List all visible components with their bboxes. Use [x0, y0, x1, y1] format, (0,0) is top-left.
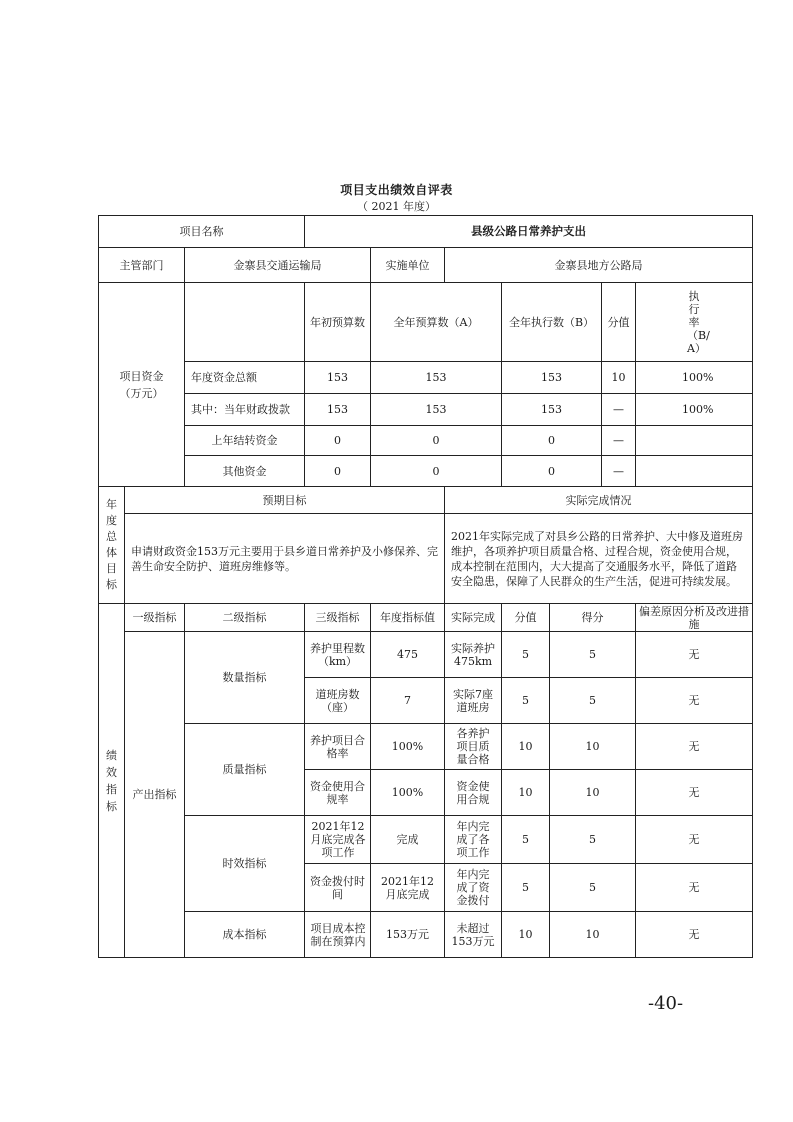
- perf-target: 153万元: [371, 912, 445, 958]
- perf-actual-text: 资金使用合规: [456, 779, 490, 806]
- funds-header-initial: 年初预算数: [305, 283, 371, 362]
- perf-actual-text: 各养护项目质量合格: [456, 727, 490, 766]
- funds-header-annual: 全年预算数（A）: [371, 283, 502, 362]
- perf-level3: [305, 724, 371, 770]
- perf-weight: 10: [502, 912, 550, 958]
- funds-row-annual: 0: [371, 426, 502, 456]
- perf-remark: 无: [636, 678, 753, 724]
- funds-row: [99, 456, 753, 487]
- perf-target-text: 2021年12月底完成: [381, 874, 435, 901]
- funds-row-initial: 0: [305, 456, 371, 487]
- perf-remark: 无: [636, 632, 753, 678]
- perf-remark: 无: [636, 864, 753, 912]
- impl-value: 金寨县地方公路局: [445, 248, 753, 283]
- perf-level3: [305, 770, 371, 816]
- perf-actual: [445, 770, 502, 816]
- perf-header-weight: 分值: [502, 604, 550, 632]
- perf-score: 5: [550, 678, 636, 724]
- perf-row: [99, 632, 753, 678]
- funds-header-blank: [185, 283, 305, 362]
- perf-score: 5: [550, 864, 636, 912]
- perf-row: [99, 816, 753, 864]
- department-row: [99, 248, 753, 283]
- perf-target: 完成: [371, 816, 445, 864]
- project-name-label: 项目名称: [99, 216, 305, 248]
- perf-remark: 无: [636, 724, 753, 770]
- project-name-value: 县级公路日常养护支出: [305, 216, 753, 248]
- perf-label-text: 绩效指标: [106, 748, 117, 813]
- funds-row-rate: [636, 362, 753, 394]
- funds-row: [99, 394, 753, 426]
- perf-actual: [445, 864, 502, 912]
- perf-level2: 数量指标: [185, 632, 305, 724]
- perf-level3: [305, 864, 371, 912]
- perf-weight: 5: [502, 816, 550, 864]
- goals-content-row: [99, 514, 753, 604]
- funds-row-executed: 0: [502, 426, 602, 456]
- perf-score: 10: [550, 770, 636, 816]
- perf-weight: 5: [502, 864, 550, 912]
- perf-target: 100%: [371, 724, 445, 770]
- funds-row-initial: 153: [305, 394, 371, 426]
- table-title: 项目支出绩效自评表: [340, 183, 453, 197]
- funds-header-executed: 全年执行数（B）: [502, 283, 602, 362]
- funds-row-weight: —: [602, 394, 636, 426]
- perf-score: 10: [550, 912, 636, 958]
- funds-row-annual: 153: [371, 394, 502, 426]
- perf-remark: 无: [636, 816, 753, 864]
- funds-row-rate: [636, 426, 753, 456]
- funds-row-label: 年度资金总额: [185, 362, 305, 394]
- funds-row-annual: 153: [371, 362, 502, 394]
- perf-score: 5: [550, 816, 636, 864]
- funds-header-rate: [636, 283, 753, 362]
- funds-row-label: 上年结转资金: [185, 426, 305, 456]
- page-number: -40-: [648, 993, 684, 1014]
- funds-row-rate: [636, 456, 753, 487]
- funds-row-label: 其他资金: [185, 456, 305, 487]
- perf-level3-text: 资金拨付时间: [310, 874, 366, 901]
- perf-actual-text: 未超过153万元: [451, 921, 495, 948]
- funds-row-initial: 0: [305, 426, 371, 456]
- perf-actual-text: 实际7座道班房: [453, 687, 494, 714]
- perf-weight: 5: [502, 632, 550, 678]
- funds-row: [99, 362, 753, 394]
- perf-weight: 10: [502, 724, 550, 770]
- perf-header-level1: 一级指标: [125, 604, 185, 632]
- perf-actual-text: 年内完成了资金拨付: [456, 868, 490, 907]
- perf-header-score: 得分: [550, 604, 636, 632]
- perf-score: 10: [550, 724, 636, 770]
- perf-target: 475: [371, 632, 445, 678]
- perf-target: 7: [371, 678, 445, 724]
- perf-level3: [305, 632, 371, 678]
- self-evaluation-table: [98, 215, 753, 958]
- goals-label-text: 年度总体目标: [106, 498, 117, 591]
- perf-header-target: 年度指标值: [371, 604, 445, 632]
- perf-header-actual-text: 实际完成: [451, 611, 496, 624]
- perf-header-actual: [445, 604, 502, 632]
- funds-header-row: [99, 283, 753, 362]
- funds-row-weight: —: [602, 456, 636, 487]
- funds-row-executed: 153: [502, 394, 602, 426]
- perf-level3-text: 项目成本控制在预算内: [310, 921, 366, 948]
- perf-level3-text: 道班房数（座）: [315, 687, 360, 714]
- perf-actual: [445, 816, 502, 864]
- project-name-row: [99, 216, 753, 248]
- funds-row-executed: 0: [502, 456, 602, 487]
- perf-actual: [445, 912, 502, 958]
- funds-row-annual: 0: [371, 456, 502, 487]
- perf-row: [99, 724, 753, 770]
- funds-row-rate-text: 100%: [682, 403, 714, 416]
- perf-level3-text: 2021年12月底完成各项工作: [310, 820, 366, 859]
- funds-row-rate-text: 100%: [682, 371, 714, 384]
- funds-header-weight: 分值: [602, 283, 636, 362]
- funds-row-weight: —: [602, 426, 636, 456]
- goals-expected-text: 申请财政资金153万元主要用于县乡道日常养护及小修保养、完善生命安全防护、道班房维修等。: [125, 514, 445, 604]
- goals-header-row: [99, 487, 753, 514]
- perf-level3-text: 资金使用合规率: [310, 779, 366, 806]
- perf-actual: [445, 632, 502, 678]
- perf-actual-text: 实际养护475km: [451, 641, 496, 668]
- funds-row-label: 其中：当年财政拨款: [185, 394, 305, 426]
- impl-label: 实施单位: [371, 248, 445, 283]
- perf-level3-text: 养护里程数（km）: [310, 641, 366, 668]
- perf-level2: 质量指标: [185, 724, 305, 816]
- perf-level3-text: 养护项目合格率: [310, 733, 366, 760]
- perf-score: 5: [550, 632, 636, 678]
- perf-weight: 5: [502, 678, 550, 724]
- dept-label: 主管部门: [99, 248, 185, 283]
- perf-weight: 10: [502, 770, 550, 816]
- perf-target: 100%: [371, 770, 445, 816]
- perf-actual-text: 年内完成了各项工作: [456, 820, 490, 859]
- perf-header-row: [99, 604, 753, 632]
- perf-header-level2: 二级指标: [185, 604, 305, 632]
- funds-row-weight: 10: [602, 362, 636, 394]
- funds-row-rate: [636, 394, 753, 426]
- perf-remark: 无: [636, 912, 753, 958]
- perf-header-level3: 三级指标: [305, 604, 371, 632]
- goals-actual-text: 2021年实际完成了对县乡公路的日常养护、大中修及道班房维护，各项养护项目质量合格、过程合规，资金使用合规，成本控制在范围内，大大提高了交通服务水平，降低了道路安全隐患，保障了人民群众的生产生活，促进可持续发展。: [445, 514, 753, 604]
- goals-label: [99, 487, 125, 604]
- funds-row: [99, 426, 753, 456]
- perf-actual: [445, 678, 502, 724]
- perf-level3: [305, 816, 371, 864]
- dept-value: 金寨县交通运输局: [185, 248, 371, 283]
- funds-label-text: 项目资金 （万元）: [119, 369, 164, 400]
- perf-label: [99, 604, 125, 958]
- perf-level2: 成本指标: [185, 912, 305, 958]
- perf-header-remark: 偏差原因分析及改进措施: [636, 604, 753, 632]
- perf-actual: [445, 724, 502, 770]
- goals-actual-header: 实际完成情况: [445, 487, 753, 514]
- funds-label: [99, 283, 185, 487]
- perf-level3: [305, 678, 371, 724]
- perf-target: [371, 864, 445, 912]
- funds-header-rate-text: 执行率（B/A）: [687, 289, 710, 355]
- perf-remark: 无: [636, 770, 753, 816]
- funds-row-initial: 153: [305, 362, 371, 394]
- perf-level1: 产出指标: [125, 632, 185, 958]
- goals-expected-header: 预期目标: [125, 487, 445, 514]
- funds-row-executed: 153: [502, 362, 602, 394]
- perf-level2: 时效指标: [185, 816, 305, 912]
- table-subtitle: （ 2021 年度）: [357, 200, 436, 213]
- perf-level3: [305, 912, 371, 958]
- perf-row: [99, 912, 753, 958]
